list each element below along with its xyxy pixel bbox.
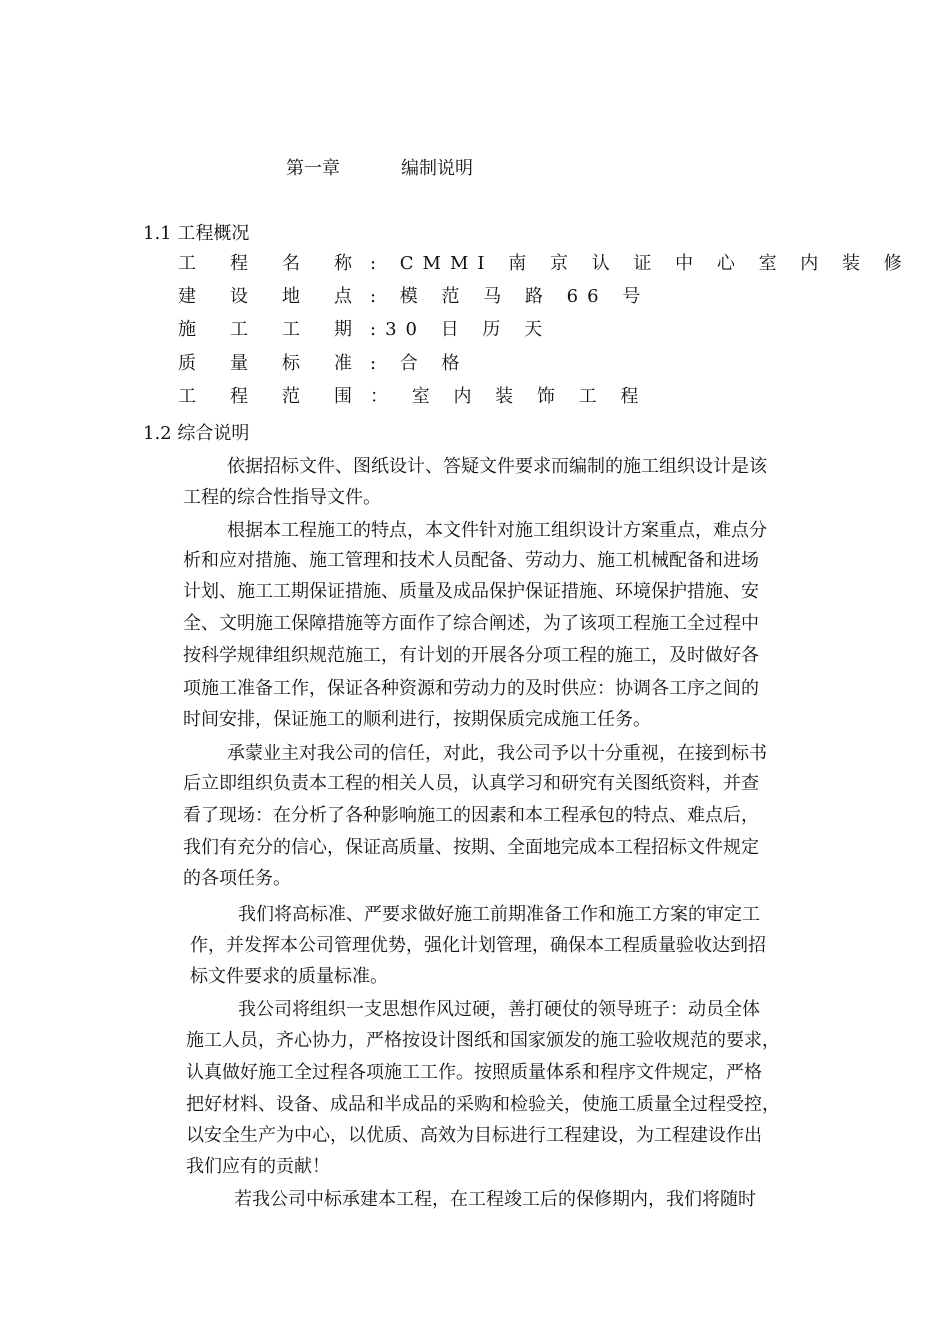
info-label: 工 程 范 围 xyxy=(178,386,352,407)
paragraph-line: 析和应对措施、施工管理和技术人员配备、劳动力、施工机械配备和进场 xyxy=(183,550,759,571)
paragraph-line: 我公司将组织一支思想作风过硬，善打硬仗的领导班子：动员全体 xyxy=(238,999,760,1020)
info-value: : 合 格 xyxy=(370,353,469,374)
info-value: : CMMI 南 京 认 证 中 心 室 内 装 修 xyxy=(370,253,911,274)
info-value: : 模 范 马 路 66 号 xyxy=(370,286,650,307)
paragraph-line: 计划、施工工期保证措施、质量及成品保护保证措施、环境保护措施、安 xyxy=(183,581,759,602)
info-value: ： 室 内 装 饰 工 程 xyxy=(370,386,648,407)
paragraph-line: 工程的综合性指导文件。 xyxy=(183,487,381,508)
paragraph-line: 我们将高标准、严要求做好施工前期准备工作和施工方案的审定工 xyxy=(238,904,760,925)
paragraph-line: 承蒙业主对我公司的信任，对此，我公司予以十分重视，在接到标书 xyxy=(227,743,767,764)
paragraph-line: 我们应有的贡献！ xyxy=(186,1156,330,1177)
paragraph-line: 我们有充分的信心，保证高质量、按期、全面地完成本工程招标文件规定 xyxy=(183,837,759,858)
paragraph-line: 全、文明施工保障措施等方面作了综合阐述，为了该项工程施工全过程中 xyxy=(183,613,759,634)
info-row-quality xyxy=(178,352,469,376)
paragraph-line: 把好材料、设备、成品和半成品的采购和检验关，使施工质量全过程受控， xyxy=(186,1094,780,1115)
chapter-heading xyxy=(286,157,473,181)
paragraph-line: 时间安排，保证施工的顺利进行，按期保质完成施工任务。 xyxy=(183,709,651,730)
chapter-title: 编制说明 xyxy=(401,158,473,179)
paragraph-line: 作，并发挥本公司管理优势，强化计划管理，确保本工程质量验收达到招 xyxy=(190,935,766,956)
info-label: 工 程 名 称 xyxy=(178,253,352,274)
paragraph-line: 看了现场：在分析了各种影响施工的因素和本工程承包的特点、难点后， xyxy=(183,805,759,826)
chapter-number: 第一章 xyxy=(286,158,340,179)
paragraph-line: 按科学规律组织规范施工，有计划的开展各分项工程的施工，及时做好各 xyxy=(183,645,759,666)
info-label: 质 量 标 准 xyxy=(178,353,352,374)
paragraph-line: 认真做好施工全过程各项施工工作。按照质量体系和程序文件规定，严格 xyxy=(186,1062,762,1083)
paragraph-line: 施工人员，齐心协力，严格按设计图纸和国家颁发的施工验收规范的要求， xyxy=(186,1030,780,1051)
info-row-project-name xyxy=(178,252,911,276)
info-row-scope xyxy=(178,385,647,409)
info-value: :30 日 历 天 xyxy=(370,319,552,340)
info-label: 建 设 地 点 xyxy=(178,286,352,307)
paragraph-line: 依据招标文件、图纸设计、答疑文件要求而编制的施工组织设计是该 xyxy=(227,456,767,477)
paragraph-line: 的各项任务。 xyxy=(183,868,291,889)
paragraph-line: 后立即组织负责本工程的相关人员，认真学习和研究有关图纸资料，并查 xyxy=(183,773,759,794)
paragraph-line: 若我公司中标承建本工程，在工程竣工后的保修期内，我们将随时 xyxy=(234,1189,756,1210)
info-label: 施 工 工 期 xyxy=(178,319,352,340)
section-heading-1-1: 1.1 工程概况 xyxy=(143,223,250,244)
paragraph-line: 标文件要求的质量标准。 xyxy=(190,966,388,987)
paragraph-line: 项施工准备工作，保证各种资源和劳动力的及时供应：协调各工序之间的 xyxy=(183,678,759,699)
info-row-location xyxy=(178,285,649,309)
info-row-duration xyxy=(178,318,551,342)
section-heading-1-2: 1.2 综合说明 xyxy=(143,423,250,444)
paragraph-line: 根据本工程施工的特点，本文件针对施工组织设计方案重点，难点分 xyxy=(227,520,767,541)
paragraph-line: 以安全生产为中心，以优质、高效为目标进行工程建设，为工程建设作出 xyxy=(186,1125,762,1146)
